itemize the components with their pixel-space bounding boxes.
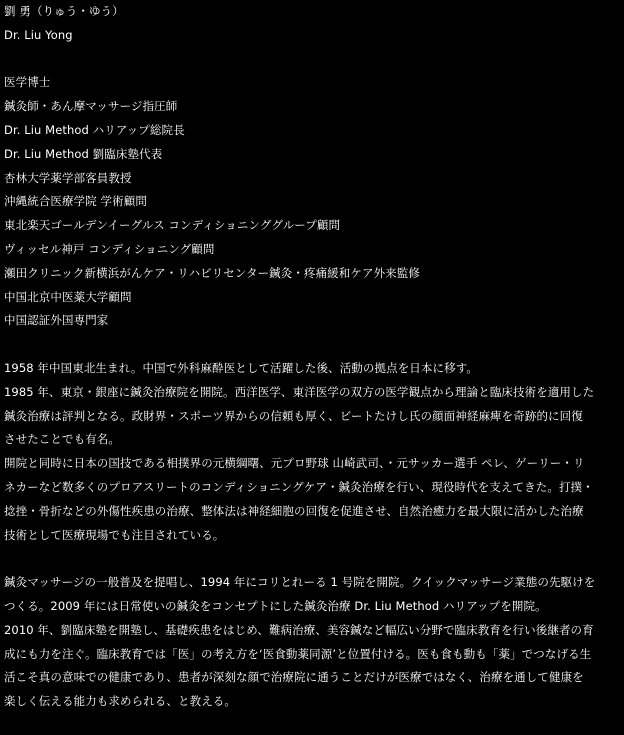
title-item: ヴィッセル神戸 コンディショニング顧問 xyxy=(4,241,215,256)
bio-line: させたことでも有名。 xyxy=(4,432,120,447)
bio-line: ネカーなど数多くのプロアスリートのコンディショニングケア・鍼灸治療を行い、現役時代を支えてきた。打撲・ xyxy=(4,479,594,494)
bio-line: 捻挫・骨折などの外傷性疾患の治療、整体法は神経細胞の回復を促進させ、自然治癒力を最大限に活かした治療 xyxy=(4,503,584,518)
title-item: 中国認証外国専門家 xyxy=(4,313,109,328)
title-item: 鍼灸師・あん摩マッサージ指圧師 xyxy=(4,99,178,114)
bio-line: 鍼灸治療は評判となる。政財界・スポーツ界からの信頼も厚く、ビートたけし氏の顔面神経麻痺を奇跡的に回復 xyxy=(4,408,583,423)
bio-line: 活こそ真の意味での健康であり、患者が深刻な顔で治療院に通うことだけが医療ではなく、治療を通して健康を xyxy=(4,670,584,685)
bio-line: 鍼灸マッサージの一般普及を提唱し、1994 年にコリとれーる 1 号院を開院。クイックマッサージ業態の先駆けを xyxy=(4,575,596,590)
title-item: Dr. Liu Method 劉臨床塾代表 xyxy=(4,146,163,161)
spacer xyxy=(4,48,620,72)
title-item: 中国北京中医薬大学顧問 xyxy=(4,289,132,304)
title-item: 沖縄統合医療学院 学術顧問 xyxy=(4,194,147,209)
bio-line: 1958 年中国東北生まれ。中国で外科麻酔医として活躍した後、活動の拠点を日本に移す。 xyxy=(4,360,478,375)
biography-paragraph-1 xyxy=(4,357,620,547)
bio-line: 楽しく伝える能力も求められる、と教える。 xyxy=(4,694,236,709)
bio-line: 技術として医療現場でも注目されている。 xyxy=(4,527,225,542)
title-item: 東北楽天ゴールデンイーグルス コンディショニンググループ顧問 xyxy=(4,218,341,233)
spacer xyxy=(4,333,620,357)
profile-document xyxy=(4,0,620,714)
bio-line: 成にも力を注ぐ。臨床教育では「医」の考え方を‘医食動薬同源’と位置付ける。医も食も動も「薬」でつなげる生 xyxy=(4,646,592,661)
name-block xyxy=(4,0,620,48)
bio-line: つくる。2009 年には日常使いの鍼灸をコンセプトにした鍼灸治療 Dr. Liu Method ハリアップを開院。 xyxy=(4,598,547,613)
title-item: 杏林大学薬学部客員教授 xyxy=(4,170,132,185)
title-item: 医学博士 xyxy=(4,75,51,90)
bio-line: 2010 年、劉臨床塾を開塾し、基礎疾患をはじめ、難病治療、美容鍼など幅広い分野で臨床教育を行い後継者の育 xyxy=(4,622,594,637)
biography-paragraph-2 xyxy=(4,571,620,714)
titles-list xyxy=(4,71,620,333)
bio-line: 1985 年、東京・銀座に鍼灸治療院を開院。西洋医学、東洋医学の双方の医学観点から理論と臨床技術を適用した xyxy=(4,384,595,399)
name-english: Dr. Liu Yong xyxy=(4,27,73,42)
bio-line: 開院と同時に日本の国技である相撲界の元横綱曙、元プロ野球 山崎武司、・元サッカー選手 ペレ、ゲーリー・リ xyxy=(4,456,585,471)
title-item: Dr. Liu Method ハリアップ総院長 xyxy=(4,122,185,137)
name-japanese: 劉 勇（りゅう・ゆう） xyxy=(4,4,124,18)
spacer xyxy=(4,547,620,571)
title-item: 瀬田クリニック新横浜がんケア・リハビリセンター鍼灸・疼痛緩和ケア外来監修 xyxy=(4,265,420,280)
